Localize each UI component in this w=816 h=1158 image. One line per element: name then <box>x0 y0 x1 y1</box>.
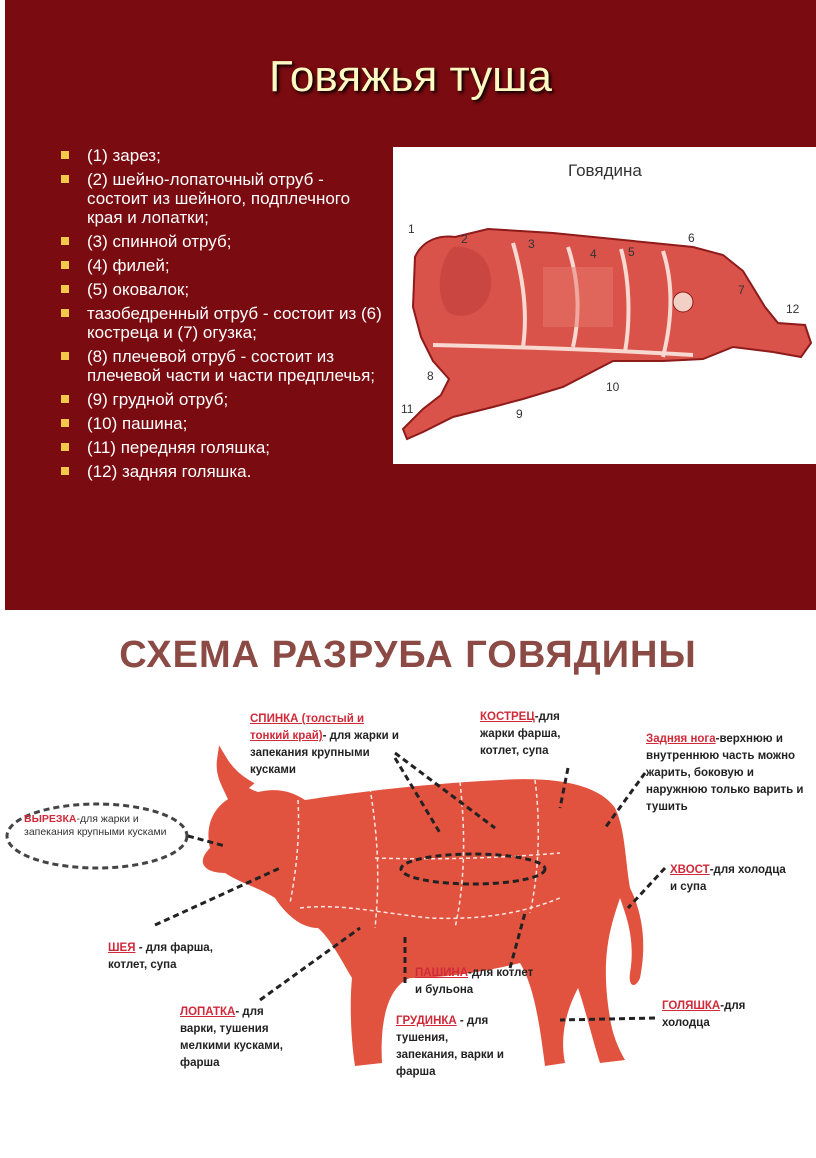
bullet-icon <box>61 352 69 360</box>
annotation-kostrets: КОСТРЕЦ-для жарки фарша, котлет, супа <box>480 711 561 757</box>
bullet-icon <box>61 285 69 293</box>
list-item: (2) шейно-лопаточный отруб - состоит из шейного, подплечного края и лопатки; <box>57 170 387 227</box>
beef-carcass-image <box>393 147 816 464</box>
bullet-icon <box>61 175 69 183</box>
cuts-list <box>57 146 387 486</box>
list-item: (3) спинной отруб; <box>57 232 387 251</box>
list-item: (11) передняя голяшка; <box>57 438 387 457</box>
bullet-icon <box>61 151 69 159</box>
annotation-vyrezka: ВЫРЕЗКА-для жарки и запекания крупными кусками <box>24 813 167 838</box>
bullet-icon <box>61 467 69 475</box>
bullet-icon <box>61 419 69 427</box>
list-item: (12) задняя голяшка. <box>57 462 387 481</box>
bullet-icon <box>61 309 69 317</box>
list-item: (5) оковалок; <box>57 280 387 299</box>
cut-number: 8 <box>427 369 434 383</box>
annotation-spinka: СПИНКА (толстый и тонкий край)- для жарки и запекания крупными кусками <box>250 713 399 776</box>
cut-number: 12 <box>786 302 800 316</box>
bullet-icon <box>61 443 69 451</box>
image-title: Говядина <box>568 161 642 180</box>
cut-number: 10 <box>606 380 620 394</box>
carcass-drawing <box>393 147 816 464</box>
bullet-icon <box>61 237 69 245</box>
annotation-golyashka: ГОЛЯШКА-для холодца <box>662 1000 746 1029</box>
annotation-pashina: ПАШИНА-для котлет и бульона <box>415 967 534 996</box>
list-item: тазобедренный отруб - состоит из (6) костреца и (7) огузка; <box>57 304 387 342</box>
list-item: (1) зарез; <box>57 146 387 165</box>
annotation-hvost: ХВОСТ-для холодца и супа <box>670 864 786 893</box>
cut-number: 4 <box>590 247 597 261</box>
list-item: (8) плечевой отруб - состоит из плечевой части и части предплечья; <box>57 347 387 385</box>
cut-number: 2 <box>461 232 468 246</box>
cut-number: 3 <box>528 237 535 251</box>
list-item: (9) грудной отруб; <box>57 390 387 409</box>
annotation-sheya: ШЕЯ - для фарша, котлет, супа <box>108 942 213 971</box>
cut-number: 6 <box>688 231 695 245</box>
bullet-icon <box>61 395 69 403</box>
cut-number: 9 <box>516 407 523 421</box>
cut-number: 7 <box>738 283 745 297</box>
list-item: (4) филей; <box>57 256 387 275</box>
cut-number: 1 <box>408 222 415 236</box>
bullet-icon <box>61 261 69 269</box>
list-item: (10) пашина; <box>57 414 387 433</box>
annotation-grudinka: ГРУДИНКА - для тушения, запекания, варки и фарша <box>396 1015 504 1078</box>
cut-number: 11 <box>401 402 414 416</box>
cut-number: 5 <box>628 245 635 259</box>
annotation-lopatka: ЛОПАТКА- для варки, тушения мелкими кусками, фарша <box>180 1006 283 1069</box>
annotation-zadnyaya-noga: Задняя нога-верхнюю и внутреннюю часть можно жарить, боковую и наружнюю только варить и тушить <box>646 733 804 813</box>
scheme-title: СХЕМА РАЗРУБА ГОВЯДИНЫ <box>119 634 697 676</box>
slide-title: Говяжья туша <box>269 52 552 101</box>
